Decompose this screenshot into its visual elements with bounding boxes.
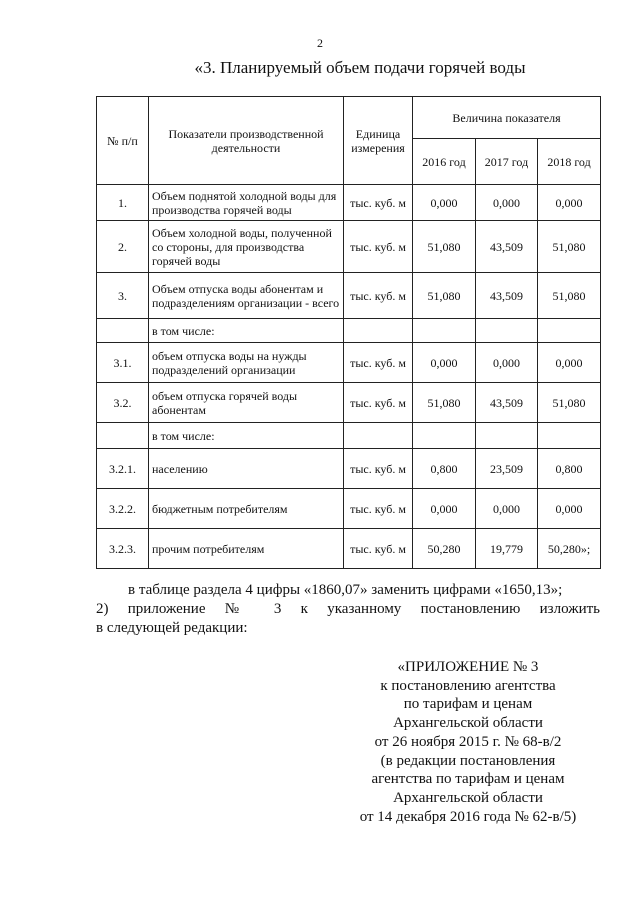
row-name: бюджетным потребителям <box>149 489 344 529</box>
row-value-2016: 0,800 <box>413 449 476 489</box>
appendix-line: от 14 декабря 2016 года № 62-в/5) <box>359 808 577 825</box>
row-value-2016: 0,000 <box>413 489 476 529</box>
row-num: 3.2. <box>97 383 149 423</box>
row-name: в том числе: <box>149 319 344 343</box>
row-name: объем отпуска горячей воды абонентам <box>149 383 344 423</box>
row-num: 1. <box>97 185 149 221</box>
header-num: № п/п <box>97 97 149 185</box>
row-value-2017: 19,779 <box>476 529 538 569</box>
row-unit <box>344 423 413 449</box>
table-row <box>97 449 601 489</box>
row-num: 3.2.3. <box>97 529 149 569</box>
table-row <box>97 423 601 449</box>
row-name: населению <box>149 449 344 489</box>
table-row <box>97 489 601 529</box>
row-unit: тыс. куб. м <box>344 449 413 489</box>
row-value-2017: 0,000 <box>476 489 538 529</box>
table-row <box>97 319 601 343</box>
row-num <box>97 423 149 449</box>
row-value-2016 <box>413 423 476 449</box>
appendix-line: по тарифам и ценам <box>403 696 533 713</box>
row-value-2017: 43,509 <box>476 273 538 319</box>
row-unit: тыс. куб. м <box>344 273 413 319</box>
row-num: 3.1. <box>97 343 149 383</box>
row-value-2016: 0,000 <box>413 343 476 383</box>
row-value-2016: 50,280 <box>413 529 476 569</box>
row-num: 3.2.1. <box>97 449 149 489</box>
appendix-line: «ПРИЛОЖЕНИЕ № 3 <box>397 659 539 675</box>
row-num: 2. <box>97 221 149 273</box>
row-value-2016: 51,080 <box>413 383 476 423</box>
row-value-2018: 50,280»; <box>538 529 601 569</box>
row-unit: тыс. куб. м <box>344 383 413 423</box>
row-value-2017 <box>476 423 538 449</box>
appendix-line: агентства по тарифам и ценам <box>371 771 565 788</box>
row-value-2018: 51,080 <box>538 221 601 273</box>
row-value-2018: 51,080 <box>538 273 601 319</box>
row-num: 3. <box>97 273 149 319</box>
row-value-2018: 0,000 <box>538 489 601 529</box>
row-value-2016: 0,000 <box>413 185 476 221</box>
row-unit: тыс. куб. м <box>344 529 413 569</box>
row-value-2018 <box>538 319 601 343</box>
row-value-2017: 43,509 <box>476 221 538 273</box>
appendix-line: (в редакции постановления <box>380 752 556 769</box>
row-unit <box>344 319 413 343</box>
appendix-line: Архангельской области <box>393 789 543 806</box>
table-row <box>97 273 601 319</box>
row-name: прочим потребителям <box>149 529 344 569</box>
table-row <box>97 185 601 221</box>
row-name: Объем холодной воды, полученной со стороны, для производства горячей воды <box>149 221 344 273</box>
row-unit: тыс. куб. м <box>344 343 413 383</box>
appendix-header <box>330 658 606 826</box>
row-unit: тыс. куб. м <box>344 185 413 221</box>
row-name: Объем поднятой холодной воды для производства горячей воды <box>149 185 344 221</box>
table-row <box>97 383 601 423</box>
row-value-2017: 43,509 <box>476 383 538 423</box>
table-row <box>97 221 601 273</box>
table-row <box>97 343 601 383</box>
row-value-2018 <box>538 423 601 449</box>
appendix-line: Архангельской области <box>393 715 543 732</box>
hot-water-table <box>96 96 601 569</box>
row-name: объем отпуска воды на нужды подразделений организации <box>149 343 344 383</box>
header-year-2018: 2018 год <box>538 139 601 185</box>
paragraph-appendix-instruction: 2) приложение № 3 к указанному постановлению изложить <box>96 601 600 617</box>
row-value-2017: 0,000 <box>476 185 538 221</box>
row-value-2018: 0,000 <box>538 343 601 383</box>
paragraph-appendix-instruction-cont: в следующей редакции: <box>96 620 248 636</box>
row-value-2017: 0,000 <box>476 343 538 383</box>
row-num: 3.2.2. <box>97 489 149 529</box>
row-value-2018: 51,080 <box>538 383 601 423</box>
paragraph-table-amendment: в таблице раздела 4 цифры «1860,07» заменить цифрами «1650,13»; <box>128 582 563 598</box>
header-year-2017: 2017 год <box>476 139 538 185</box>
row-value-2016: 51,080 <box>413 221 476 273</box>
header-year-2016: 2016 год <box>413 139 476 185</box>
row-value-2018: 0,800 <box>538 449 601 489</box>
table-row <box>97 529 601 569</box>
section-title: «3. Планируемый объем подачи горячей воды <box>194 58 526 77</box>
row-name: Объем отпуска воды абонентам и подразделениям организации - всего <box>149 273 344 319</box>
row-value-2016: 51,080 <box>413 273 476 319</box>
header-indicator: Показатели производственной деятельности <box>149 97 344 185</box>
row-value-2017 <box>476 319 538 343</box>
row-value-2016 <box>413 319 476 343</box>
appendix-line: к постановлению агентства <box>380 677 556 694</box>
row-name: в том числе: <box>149 423 344 449</box>
row-num <box>97 319 149 343</box>
row-value-2018: 0,000 <box>538 185 601 221</box>
appendix-line: от 26 ноября 2015 г. № 68-в/2 <box>374 733 562 750</box>
row-unit: тыс. куб. м <box>344 221 413 273</box>
header-value: Величина показателя <box>413 97 601 139</box>
header-unit: Единица измерения <box>344 97 413 185</box>
page-number: 2 <box>317 36 323 50</box>
row-unit: тыс. куб. м <box>344 489 413 529</box>
row-value-2017: 23,509 <box>476 449 538 489</box>
